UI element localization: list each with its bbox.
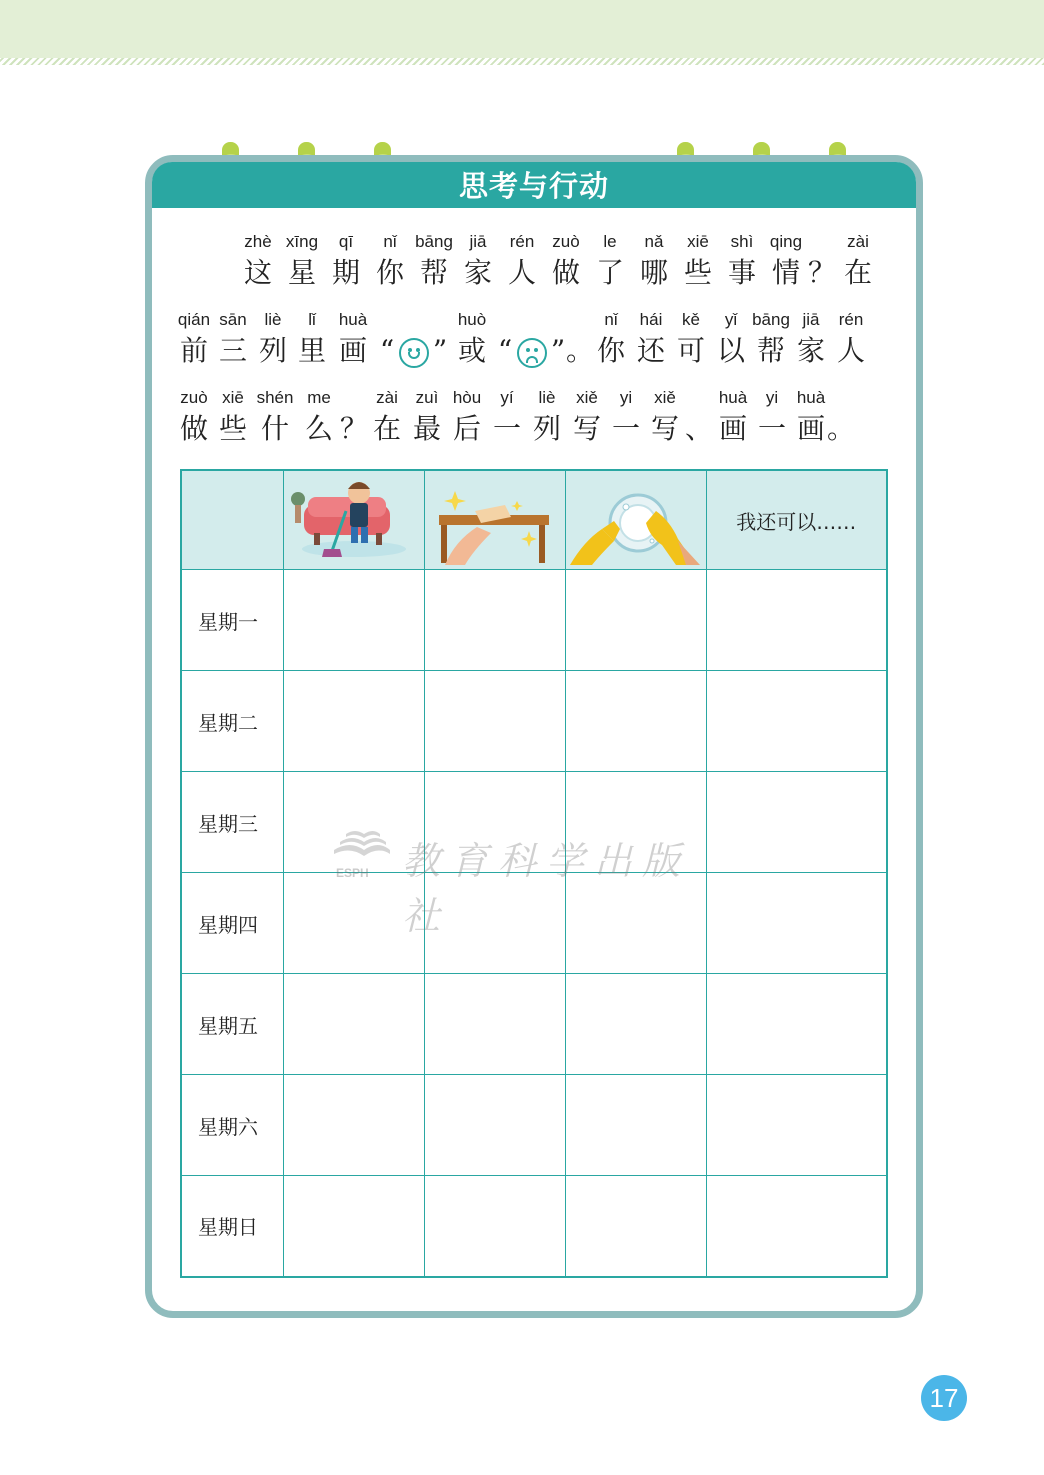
pinyin: liè <box>538 388 556 407</box>
ruby-char <box>544 229 588 291</box>
pinyin: zài <box>847 232 869 251</box>
ruby-char <box>591 307 631 369</box>
wiping-table-illustration-icon <box>425 471 564 565</box>
ruby-char <box>711 307 751 369</box>
publisher-logo-icon <box>330 820 394 868</box>
answer-cell[interactable] <box>565 671 706 772</box>
sad-face-icon <box>517 333 547 369</box>
pinyin: xīng <box>285 232 319 251</box>
hanzi: 前 <box>179 334 208 367</box>
hanzi: 还 <box>636 334 665 367</box>
ruby-char <box>671 307 711 369</box>
answer-cell[interactable] <box>424 570 565 671</box>
ruby-char <box>764 229 808 291</box>
answer-cell[interactable] <box>283 1075 424 1176</box>
pinyin: jiā <box>469 232 487 251</box>
ruby-char <box>676 229 720 291</box>
pinyin: xiē <box>222 388 244 407</box>
ruby-char <box>175 385 213 447</box>
ruby-char <box>399 307 429 369</box>
ruby-char <box>685 385 713 447</box>
ruby-char <box>713 385 753 447</box>
ruby-char <box>407 385 447 447</box>
pinyin: huà <box>718 388 748 407</box>
table-row <box>181 671 887 772</box>
answer-cell[interactable] <box>424 671 565 772</box>
extra-column-header: 我还可以…… <box>706 470 887 570</box>
ruby-char <box>517 307 547 369</box>
hanzi: 你 <box>375 256 404 289</box>
ruby-char <box>831 307 871 369</box>
answer-cell[interactable] <box>706 1176 887 1277</box>
ruby-char <box>493 307 517 369</box>
sweeping-image-cell <box>283 470 424 570</box>
dishes-image-cell <box>565 470 706 570</box>
ruby-char <box>588 229 632 291</box>
wiping-image-cell <box>424 470 565 570</box>
pinyin: nǎ <box>644 232 664 251</box>
hanzi: “ <box>497 334 513 367</box>
ruby-char <box>751 307 791 369</box>
hanzi: 星 <box>287 256 316 289</box>
answer-cell[interactable] <box>565 570 706 671</box>
hanzi: 以 <box>716 334 745 367</box>
hanzi: 什 <box>260 412 289 445</box>
watermark-text: 教育科学出版社 <box>402 839 691 938</box>
hanzi: 了 <box>595 256 624 289</box>
pinyin: huò <box>457 310 487 329</box>
hanzi: 事 <box>727 256 756 289</box>
day-label: 星期一 <box>181 570 283 671</box>
hanzi: 在 <box>843 256 872 289</box>
pinyin: shén <box>256 388 294 407</box>
ruby-char <box>331 307 375 369</box>
section-title: 思考与行动 <box>458 169 609 203</box>
ruby-char <box>368 229 412 291</box>
hanzi: 你 <box>596 334 625 367</box>
pinyin: zuò <box>180 388 208 407</box>
hanzi: 画 <box>796 412 825 445</box>
hanzi: 些 <box>683 256 712 289</box>
pinyin: yǐ <box>724 310 738 329</box>
answer-cell[interactable] <box>565 974 706 1075</box>
pinyin: me <box>307 388 331 407</box>
answer-cell[interactable] <box>706 772 887 873</box>
answer-cell[interactable] <box>706 1075 887 1176</box>
hanzi: 三 <box>218 334 247 367</box>
pinyin: zuì <box>415 388 439 407</box>
day-label: 星期二 <box>181 671 283 772</box>
hanzi: 人 <box>507 256 536 289</box>
ruby-char <box>631 307 671 369</box>
pinyin: sān <box>219 310 247 329</box>
ruby-char <box>175 307 213 369</box>
pinyin: yí <box>500 388 514 407</box>
hanzi: ” <box>550 334 566 367</box>
answer-cell[interactable] <box>706 671 887 772</box>
hanzi: 么 <box>304 412 333 445</box>
pinyin: rén <box>838 310 864 329</box>
publisher-watermark <box>330 820 720 938</box>
day-label: 星期五 <box>181 974 283 1075</box>
hanzi: 、 <box>685 412 714 445</box>
hanzi: 家 <box>463 256 492 289</box>
day-label: 星期三 <box>181 772 283 873</box>
hanzi: 可 <box>676 334 705 367</box>
hanzi: 。 <box>827 412 856 445</box>
day-label: 星期日 <box>181 1176 283 1277</box>
pinyin: xiē <box>687 232 709 251</box>
hanzi: 画 <box>718 412 747 445</box>
ruby-char <box>375 307 399 369</box>
pinyin: huà <box>338 310 368 329</box>
pinyin: bāng <box>752 310 790 329</box>
hanzi: 最 <box>412 412 441 445</box>
pinyin: le <box>603 232 617 251</box>
header-blank-cell <box>181 470 283 570</box>
pinyin: xiě <box>654 388 676 407</box>
answer-cell[interactable] <box>565 1176 706 1277</box>
ruby-char <box>827 385 856 447</box>
ruby-char <box>324 229 368 291</box>
top-decor-band <box>0 0 1044 58</box>
ruby-char <box>632 229 676 291</box>
hanzi: 一 <box>757 412 786 445</box>
pinyin: zhè <box>244 232 272 251</box>
hanzi: 在 <box>372 412 401 445</box>
answer-cell[interactable] <box>424 974 565 1075</box>
hanzi: 一 <box>611 412 640 445</box>
ruby-char <box>253 307 293 369</box>
ruby-char <box>253 385 297 447</box>
day-label: 星期四 <box>181 873 283 974</box>
hanzi: 帮 <box>756 334 785 367</box>
hanzi: 列 <box>532 412 561 445</box>
ruby-char <box>297 385 341 447</box>
pinyin: zài <box>376 388 398 407</box>
hanzi: 或 <box>457 334 486 367</box>
pinyin: qián <box>177 310 211 329</box>
pinyin: qing <box>769 232 803 251</box>
pinyin: lǐ <box>308 310 316 329</box>
pinyin: rén <box>509 232 535 251</box>
ruby-char <box>607 385 645 447</box>
answer-cell[interactable] <box>283 671 424 772</box>
pinyin: kě <box>682 310 700 329</box>
pinyin: xiě <box>576 388 598 407</box>
hanzi: 帮 <box>419 256 448 289</box>
hanzi: 情 <box>771 256 800 289</box>
pinyin: yi <box>619 388 633 407</box>
page-number: 17 <box>921 1375 967 1421</box>
answer-cell[interactable] <box>283 1176 424 1277</box>
answer-cell[interactable] <box>424 1176 565 1277</box>
pinyin: hòu <box>452 388 482 407</box>
ruby-char <box>527 385 567 447</box>
pinyin: nǐ <box>383 232 397 251</box>
pinyin: zuò <box>552 232 580 251</box>
table-row <box>181 974 887 1075</box>
watermark-abbr: ESPH <box>336 866 369 880</box>
ruby-char <box>451 307 493 369</box>
ruby-char <box>412 229 456 291</box>
day-label: 星期六 <box>181 1075 283 1176</box>
hanzi: 做 <box>551 256 580 289</box>
hanzi: 些 <box>218 412 247 445</box>
hanzi: 做 <box>179 412 208 445</box>
hanzi: 画 <box>338 334 367 367</box>
ruby-char <box>567 385 607 447</box>
ruby-char <box>566 307 595 369</box>
pinyin: huà <box>796 388 826 407</box>
sweeping-floor-illustration-icon <box>284 471 423 565</box>
ruby-char <box>808 229 836 291</box>
ruby-char <box>836 229 880 291</box>
ruby-char <box>341 385 367 447</box>
ruby-char <box>447 385 487 447</box>
table-header-row <box>181 470 887 570</box>
ruby-char <box>720 229 764 291</box>
ruby-char <box>213 385 253 447</box>
ruby-char <box>791 307 831 369</box>
hanzi: 一 <box>492 412 521 445</box>
pinyin: bāng <box>415 232 453 251</box>
answer-cell[interactable] <box>283 974 424 1075</box>
hanzi: “ <box>379 334 395 367</box>
hanzi: 写 <box>650 412 679 445</box>
instruction-line-1 <box>236 229 880 291</box>
pinyin: liè <box>264 310 282 329</box>
hanzi: ？ <box>340 412 369 445</box>
table-row <box>181 1075 887 1176</box>
ruby-char <box>429 307 451 369</box>
hanzi: 里 <box>297 334 326 367</box>
hanzi: 写 <box>572 412 601 445</box>
pinyin: nǐ <box>604 310 618 329</box>
pinyin: jiā <box>802 310 820 329</box>
hanzi: 人 <box>836 334 865 367</box>
hanzi: 。 <box>566 334 595 367</box>
table-row <box>181 570 887 671</box>
ruby-char <box>293 307 331 369</box>
hanzi: 期 <box>331 256 360 289</box>
hanzi: ？ <box>808 256 837 289</box>
ruby-char <box>367 385 407 447</box>
answer-cell[interactable] <box>424 1075 565 1176</box>
answer-cell[interactable] <box>706 974 887 1075</box>
hanzi: 家 <box>796 334 825 367</box>
ruby-char <box>500 229 544 291</box>
pinyin: shì <box>730 232 754 251</box>
hanzi: 后 <box>452 412 481 445</box>
ruby-char <box>753 385 791 447</box>
pinyin: yi <box>765 388 779 407</box>
ruby-char <box>280 229 324 291</box>
hanzi: 这 <box>243 256 272 289</box>
instruction-line-3 <box>175 385 856 447</box>
answer-cell[interactable] <box>565 1075 706 1176</box>
header-bar <box>152 162 916 208</box>
hanzi: 哪 <box>639 256 668 289</box>
ruby-char <box>236 229 280 291</box>
hanzi: ” <box>432 334 448 367</box>
ruby-char <box>487 385 527 447</box>
hanzi: 列 <box>258 334 287 367</box>
smiley-face-icon <box>399 333 429 369</box>
ruby-char <box>456 229 500 291</box>
answer-cell[interactable] <box>283 570 424 671</box>
table-row <box>181 1176 887 1277</box>
answer-cell[interactable] <box>706 873 887 974</box>
ruby-char <box>791 385 831 447</box>
top-decor-stripe <box>0 58 1044 65</box>
instruction-line-2 <box>175 307 871 369</box>
answer-cell[interactable] <box>706 570 887 671</box>
ruby-char <box>213 307 253 369</box>
pinyin: hái <box>639 310 663 329</box>
washing-dishes-illustration-icon <box>566 471 705 565</box>
ruby-char <box>645 385 685 447</box>
pinyin: qī <box>338 232 354 251</box>
